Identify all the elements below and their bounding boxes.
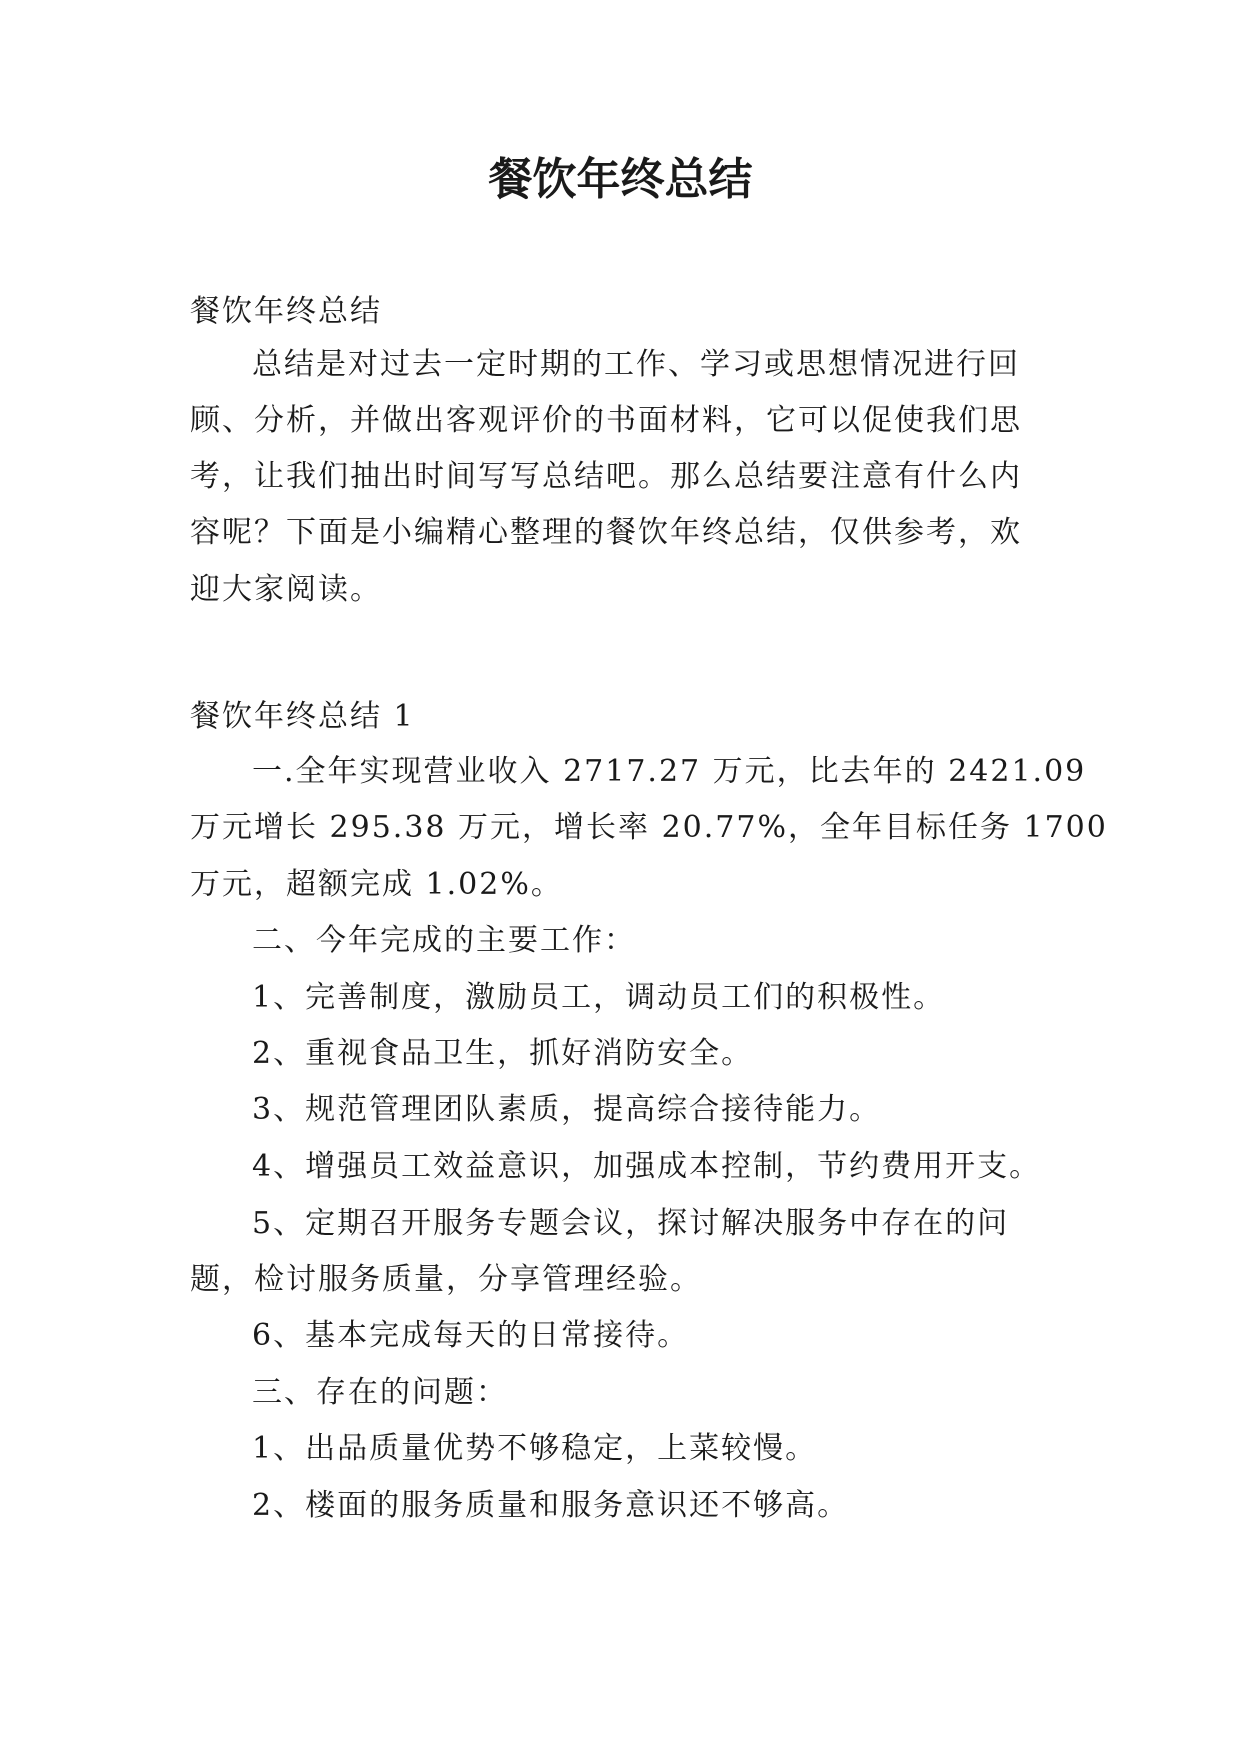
part-heading: 三、存在的问题： xyxy=(252,1375,508,1410)
part-heading: 二、今年完成的主要工作： xyxy=(252,923,636,958)
intro-line: 考，让我们抽出时间写写总结吧。那么总结要注意有什么内 xyxy=(190,459,1022,494)
list-item: 3、规范管理团队素质，提高综合接待能力。 xyxy=(252,1092,882,1127)
paragraph-line: 万元增长 295.38 万元，增长率 20.77%，全年目标任务 1700 xyxy=(190,810,1108,845)
document-title: 餐饮年终总结 xyxy=(488,154,753,205)
list-item: 1、出品质量优势不够稳定，上菜较慢。 xyxy=(252,1431,818,1466)
intro-line: 总结是对过去一定时期的工作、学习或思想情况进行回 xyxy=(252,347,1020,382)
list-item-continuation: 题，检讨服务质量，分享管理经验。 xyxy=(190,1262,702,1297)
list-item: 5、定期召开服务专题会议，探讨解决服务中存在的问 xyxy=(252,1206,1010,1241)
intro-line: 容呢？下面是小编精心整理的餐饮年终总结，仅供参考，欢 xyxy=(190,515,1022,550)
section-heading: 餐饮年终总结 1 xyxy=(190,699,415,734)
paragraph-line: 万元，超额完成 1.02%。 xyxy=(190,867,563,902)
intro-line: 顾、分析，并做出客观评价的书面材料，它可以促使我们思 xyxy=(190,403,1022,438)
list-item: 6、基本完成每天的日常接待。 xyxy=(252,1318,690,1353)
subtitle: 餐饮年终总结 xyxy=(190,294,382,329)
intro-line: 迎大家阅读。 xyxy=(190,572,382,607)
list-item: 2、楼面的服务质量和服务意识还不够高。 xyxy=(252,1488,850,1523)
list-item: 4、增强员工效益意识，加强成本控制，节约费用开支。 xyxy=(252,1149,1042,1184)
list-item: 2、重视食品卫生，抓好消防安全。 xyxy=(252,1036,754,1071)
list-item: 1、完善制度，激励员工，调动员工们的积极性。 xyxy=(252,980,946,1015)
paragraph-line: 一.全年实现营业收入 2717.27 万元，比去年的 2421.09 xyxy=(252,754,1087,789)
